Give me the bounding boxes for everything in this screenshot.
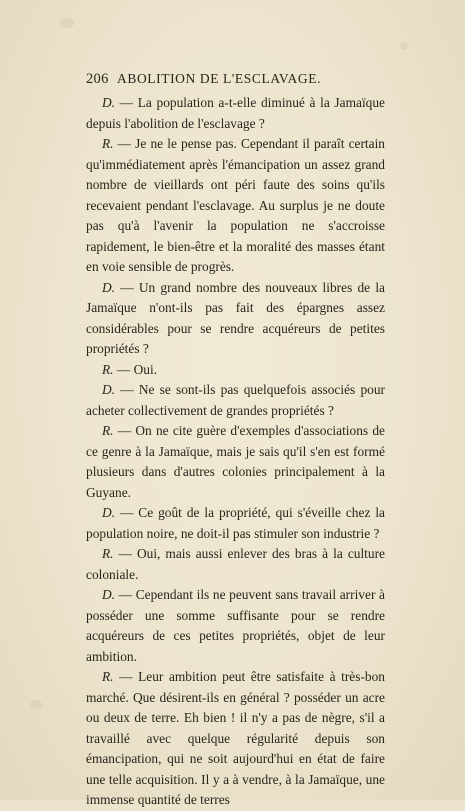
speaker-label: D. — [102, 279, 116, 295]
paragraph — [86, 503, 385, 544]
paragraph-text: — On ne cite guère d'exemples d'associations de ce genre à la Jamaïque, mais je sais qu'il s'en est formé plusieurs dans d'autres colonies principalement à la Guyane. — [86, 423, 385, 500]
speaker-label: D. — [102, 587, 116, 602]
paragraph-text: — Ce goût de la propriété, qui s'éveille chez la population noire, ne doit-il pas stimuler son industrie ? — [86, 505, 385, 541]
speaker-label: R. — [102, 136, 114, 151]
body-text — [86, 93, 385, 811]
paragraph-text: — Je ne le pense pas. Cependant il paraît certain qu'immédiatement après l'émancipation un assez grand nombre de vieillards ont péri faute des soins qu'ils recevaient pendant l'esclavage. Au surplus je ne doute pas qu'à l'avenir la population ne s'accroisse rapidement, le bien-être et la moralité des masses étant en voie sensible de progrès. — [86, 136, 385, 274]
speaker-label: R. — [102, 361, 114, 377]
paragraph-text: — Oui, mais aussi enlever des bras à la culture coloniale. — [86, 546, 385, 582]
page-header — [86, 71, 386, 93]
paragraph — [86, 134, 385, 278]
speaker-label: D. — [102, 382, 116, 397]
paragraph-text: — Oui. — [113, 361, 158, 377]
paragraph-text: — Cependant ils ne peuvent sans travail arriver à posséder une somme suffisante pour se rendre acquéreurs de ces petites propriétés, objet de leur ambition. — [86, 587, 385, 664]
paragraph — [86, 421, 385, 503]
page-number: 206 — [86, 71, 109, 87]
paragraph — [86, 544, 385, 585]
paragraph-text: — Ne se sont-ils pas quelquefois associés pour acheter collectivement de grandes propriétés ? — [86, 382, 385, 418]
running-title: ABOLITION DE L'ESCLAVAGE. — [117, 71, 322, 86]
speaker-label: R. — [102, 669, 114, 684]
paper-stain — [400, 42, 408, 50]
paragraph-text: — Leur ambition peut être satisfaite à très-bon marché. Que désirent-ils en général ? posséder un acre ou deux de terre. Eh bien ! il n'y a pas de nègre, s'il a travaillé avec quelque régularité depuis son émancipation, qui ne soit aujourd'hui en état de faire une telle acquisition. Il y a à vendre, à la Jamaïque, une immense quantité de terres — [86, 669, 385, 807]
speaker-label: D. — [102, 95, 116, 110]
paragraph — [86, 380, 385, 421]
speaker-label: R. — [102, 423, 114, 438]
paragraph-text: — Un grand nombre des nouveaux libres de la Jamaïque n'ont-ils pas fait des épargnes assez considérables pour se rendre acquéreurs de petites propriétés ? — [86, 279, 385, 356]
paragraph — [86, 667, 385, 811]
speaker-label: R. — [102, 546, 114, 561]
paper-stain — [60, 18, 74, 28]
paragraph-text: — La population a-t-elle diminué à la Jamaïque depuis l'abolition de l'esclavage ? — [86, 95, 385, 131]
paragraph — [86, 278, 385, 360]
speaker-label: D. — [102, 505, 116, 520]
paper-stain — [30, 700, 42, 709]
paragraph — [86, 360, 385, 381]
paragraph — [86, 93, 385, 134]
paragraph — [86, 585, 385, 667]
